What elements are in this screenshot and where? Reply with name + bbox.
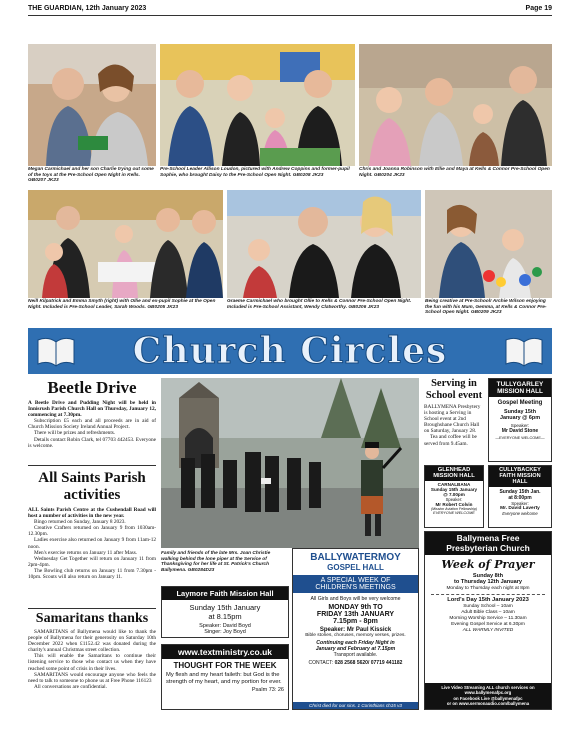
bw-items: Bible stories, choruses, memory verses, prizes.	[305, 633, 406, 638]
fp-week: Week of Prayer	[441, 558, 535, 572]
bw-welcome: All Girls and Boys will be very welcome	[310, 596, 401, 602]
photo-archie-gemma	[425, 190, 552, 298]
samaritans-article	[28, 611, 156, 690]
caption-funeral: Family and friends of the late Mrs. Joan Christie walking behind the lone piper at the Service of Thanksgiving for her life at St. Patrick's Church Ballymena. GB0284D23	[161, 551, 271, 573]
cully-title3: HALL	[512, 479, 528, 486]
glenhead-place: CARNALBANA	[437, 481, 471, 487]
tully-time: January @ 6pm	[499, 415, 540, 422]
open-book-icon	[504, 334, 544, 368]
allsaints-p4: Ladies exercise also returned on January 9 from 11am-12 noon.	[28, 537, 156, 550]
fp-dates1: Sunday 8th	[472, 573, 504, 580]
beetle-drive-article	[28, 378, 156, 449]
bw-contact-label: CONTACT:	[308, 660, 334, 666]
beetle-heading: Beetle Drive	[47, 378, 137, 397]
tully-title2: MISSION HALL	[497, 388, 543, 396]
divider	[28, 465, 156, 466]
divider	[28, 608, 156, 609]
fp-s3: Morning Worship Service – 11.30am	[449, 616, 527, 622]
fp-live4[interactable]: or on www.sermonaudio.com/ballymena	[446, 701, 530, 707]
fp-lords-day: Lord's Day 15th January 2023	[447, 597, 529, 604]
church-circles-banner	[28, 328, 552, 374]
fp-title2: Presbyterian Church	[446, 542, 530, 553]
fp-title1: Ballymena Free	[456, 533, 520, 543]
photo-graeme-wendy	[227, 190, 421, 298]
all-saints-article	[28, 470, 156, 580]
caption-neill-emma: Neill Kilpatrick and Emma Smyth (right) with Ollie and ex-pupil Sophie at the Open Night. Included is Pre-School Leader, Sarah Woods. GB0205 JK23	[28, 299, 216, 310]
cully-date: Sunday 15th Jan.	[499, 488, 541, 495]
beetle-p2: Subscription £5 each and all proceeds are in aid of Church Mission Society Ireland Annual Project.	[28, 418, 156, 431]
allsaints-heading: All Saints Parish activities	[38, 470, 146, 503]
glenhead-time: @ 7.00pm	[443, 491, 465, 497]
bw-dates2: FRIDAY 13th JANUARY	[316, 611, 395, 618]
tully-speaker: Mr David Stone	[501, 428, 539, 435]
caption-archie-gemma: Being creative at Pre-School! Archie Wilson enjoying the fun with his Mum, Gemma, at Kells & Connor Pre-School Open Night. GB0209 JK23	[425, 299, 547, 316]
bw-transport: Transport available.	[333, 652, 378, 658]
thought-site[interactable]: www.textministry.co.uk	[162, 645, 288, 659]
free-presbyterian-ad	[424, 531, 552, 710]
page-number: Page 19	[525, 5, 552, 12]
glenhead-ad	[424, 465, 484, 528]
caption-chris-joanna: Chris and Joanna Robinson with Ellie and Maya at Kells & Connor Pre-School Open Night. GB0204 JK23	[359, 167, 550, 178]
caption-graeme-wendy: Graeme Carmichael who brought Ollie to Kells & Connor Pre-School Open Night. Included is Pre-School Assistant, Wendy Clatworthy. GB0206 JK23	[227, 299, 412, 310]
beetle-p3: There will be prizes and refreshments.	[34, 430, 116, 437]
cully-welcome: Everyone welcome	[502, 510, 538, 516]
fp-s2: Adult Bible Class – 10am	[461, 610, 515, 616]
thought-ref: Psalm 73: 26	[251, 686, 284, 693]
caption-megan-charlie: Megan Carmichael and her son Charlie trying out some of the toys at the Pre-School Open Night in Kells. GB0207 JK23	[28, 167, 154, 184]
laymore-time: at 8.15pm	[208, 612, 242, 621]
samaritans-p2: This will enable the Samaritans to continue their listening service to those who contact us when they have reached some point of crisis in their lives.	[28, 653, 156, 672]
glenhead-date: Sunday 15th January	[430, 486, 478, 492]
glenhead-title1: GLENHEAD	[437, 467, 471, 473]
laymore-ad	[161, 586, 289, 638]
tully-welcome: —EVERYONE WELCOME—	[495, 436, 545, 441]
allsaints-p5: Men's exercise returns on January 11 after Mass.	[34, 549, 138, 556]
tully-speaker-label: Speaker:	[510, 423, 530, 429]
paper-date: THE GUARDIAN, 12th January 2023	[28, 5, 147, 12]
photo-chris-joanna	[359, 44, 552, 166]
tully-title1: TULLYGARLEY	[496, 381, 544, 388]
thought-text: My flesh and my heart faileth: but God is the strength of my heart, and my portion for ever.	[166, 672, 282, 686]
samaritans-p3: SAMARITANS would encourage anyone who feels the need to talk to someone to phone us at Free Phone 116123	[28, 671, 156, 684]
beetle-lead: A Beetle Drive and Pudding Night will be held in Innisrush Parish Church Hall on Thursday, January 12, commencing at 7.30pm.	[28, 400, 156, 419]
tully-date: Sunday 15th	[503, 409, 537, 416]
cully-title1: CULLYBACKEY	[499, 467, 541, 473]
allsaints-p6: Wednesday Get Together will return on January 11 from 2pm-4pm.	[28, 555, 156, 568]
allsaints-lead: ALL Saints Parish Centre at the Cushendall Road will host a number of activities in the new year.	[28, 507, 156, 520]
samaritans-heading: Samaritans thanks	[35, 611, 149, 626]
fp-dates2: to Thursday 12th January	[453, 579, 523, 586]
serving-p2: Tea and coffee will be served from 9.45am.	[424, 434, 477, 447]
cully-speaker: Mr. David Laverty	[500, 505, 540, 511]
bw-speaker: Speaker: Mr Paul Kissick	[319, 627, 392, 633]
glenhead-speaker: Mr Robert Colvin	[435, 501, 473, 507]
fp-welcome: ALL WARMLY INVITED	[462, 628, 514, 634]
caption-allison-andrew: Pre-School Leader Allison Loudon, pictured with Andrew Coppins and former-pupil Sophie, who brought Daisy to the Pre-School Open Night. GB0208 JK23	[160, 167, 350, 178]
photo-funeral-procession	[161, 378, 419, 548]
glenhead-welcome: EVERYONE WELCOME	[433, 510, 475, 515]
allsaints-p7: The Bowling club returns on January 11 from 7.30pm - 10pm. Scouts will also return on January 11.	[28, 567, 156, 581]
photo-megan-charlie	[28, 44, 156, 166]
thought-heading: THOUGHT FOR THE WEEK	[173, 661, 277, 670]
tully-sub: Gospel Meeting	[497, 400, 543, 407]
bw-subtitle: GOSPEL HALL	[327, 563, 384, 572]
page-header	[28, 4, 552, 16]
fp-live3[interactable]: on Facebook Live @ballymenafpc	[453, 695, 523, 701]
banner-title: Church Circles	[132, 330, 448, 372]
bw-banner2: CHILDREN'S MEETINGS	[315, 584, 396, 591]
photo-neill-emma	[28, 190, 223, 298]
bw-cont2: January and February at 7.15pm	[315, 646, 396, 652]
fp-nightly: Monday to Thursday each night at 8pm	[446, 586, 530, 592]
laymore-title: Laymore Faith Mission Hall	[162, 587, 288, 600]
fp-live2[interactable]: www.ballymenafpc.org	[464, 690, 512, 696]
serving-lead: BALLYMENA Presbytery is hosting a Serving in School event at 2nd Broughshane Church Hall on Saturday, January 28.	[424, 404, 481, 435]
glenhead-speaker-label: Speaker:	[445, 496, 463, 502]
laymore-singer: Singer: Joy Boyd	[204, 629, 246, 635]
cully-time: at 8:00pm	[508, 494, 532, 501]
glenhead-org: (Mission Aviation Fellowship)	[430, 506, 478, 511]
thought-ad	[161, 644, 289, 710]
fp-live1: Live Video Streaming ALL church services on	[441, 684, 535, 690]
photo-allison-andrew	[160, 44, 355, 166]
bw-time: 7.15pm - 8pm	[333, 618, 378, 625]
cully-speaker-label: Speaker:	[511, 500, 529, 506]
laymore-speaker: Speaker: David Boyd	[199, 623, 251, 629]
bw-banner1: A SPECIAL WEEK OF	[320, 577, 391, 584]
tullygarley-ad	[488, 378, 552, 462]
allsaints-p3: Creative Crafters returned on January 9 from 1030am-12.30pm.	[28, 525, 156, 538]
allsaints-p2: Bingo returned on Sunday, January 8 2023.	[34, 519, 126, 526]
laymore-date: Sunday 15th January	[189, 603, 261, 612]
bw-title: BALLYWATERMOY	[310, 552, 401, 563]
bw-contact: 028 2568 5620/ 07719 441182	[334, 660, 403, 666]
glenhead-title2: MISSION HALL	[433, 473, 475, 480]
serving-heading: Serving in School event	[425, 378, 483, 401]
fp-s4: Evening Gospel Service at 6.30pm	[451, 622, 525, 628]
bw-cont1: Continuing each Friday Night in	[316, 640, 395, 646]
bw-dates1: MONDAY 9th TO	[328, 604, 383, 611]
beetle-p4: Details contact Robin Clark, tel 07703 442453. Everyone is welcome.	[28, 436, 156, 449]
ballywatermoy-ad	[292, 548, 419, 710]
cullybackey-ad	[488, 465, 552, 528]
samaritans-p1: SAMARITANS of Ballymena would like to thank the people of Ballymena for their generosity on Saturday 10th December 2022 when £1152.42 was donated during the charity's annual Christmas street collection.	[28, 629, 156, 654]
samaritans-p4: All conversations are confidential.	[34, 683, 107, 690]
cully-title2: FAITH MISSION	[499, 473, 541, 480]
bw-footer: Christ died for our sins. 1 Corinthians ch15 v3	[293, 702, 418, 709]
fp-s1: Sunday School – 10am	[463, 604, 513, 610]
serving-article	[424, 378, 484, 447]
